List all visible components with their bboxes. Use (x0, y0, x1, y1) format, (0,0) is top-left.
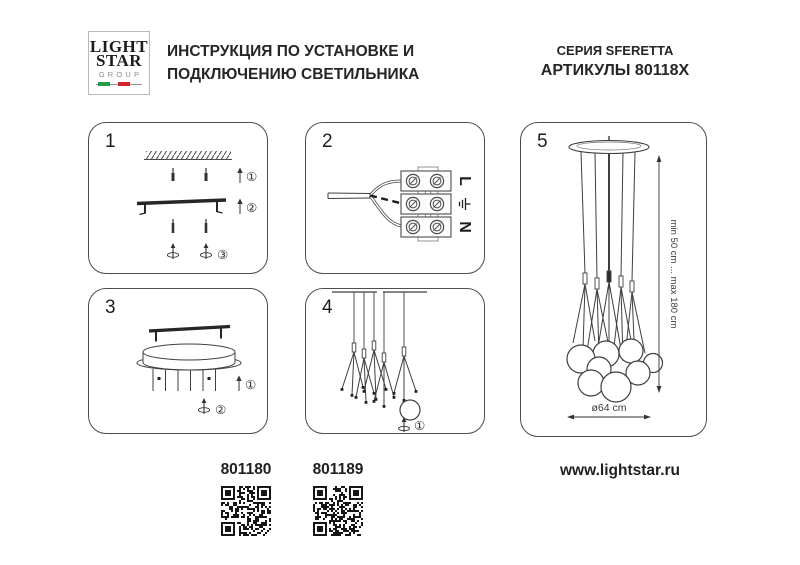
arrow-up-icon (236, 376, 241, 392)
step-panel-3 (88, 288, 268, 434)
italian-flag-bar (96, 82, 142, 87)
website-url: www.lightstar.ru (560, 462, 680, 479)
step-number-2: 2 (322, 131, 333, 152)
step4-diagram cords (306, 289, 486, 435)
qr-code-801180 (221, 486, 271, 536)
step5-diagram assembled-luminaire (521, 123, 708, 438)
logo-text-star: STAR (95, 50, 143, 70)
dowel-icon (172, 168, 208, 181)
pendant-cords (352, 292, 406, 362)
cord-grips (153, 369, 216, 391)
screwdriver-turn-icon (198, 398, 209, 414)
step1-marker-3: ③ (217, 247, 229, 262)
flag-red-segment (118, 82, 130, 86)
diameter-dimension-line (567, 415, 651, 420)
step1-diagram (89, 123, 269, 275)
article-number-2: 801189 (312, 461, 364, 478)
wire-lines (370, 181, 402, 226)
ceiling-hatch (144, 151, 232, 160)
step-number-3: 3 (105, 297, 116, 318)
pendant-cords (581, 152, 635, 292)
step2-diagram wiring (306, 123, 486, 275)
logo-text-light: LIGHT (89, 36, 149, 56)
screwdriver-turn-icon (200, 243, 211, 259)
product-info (525, 43, 705, 80)
article-number-1: 801180 (220, 461, 272, 478)
qr-code-801189 (313, 486, 363, 536)
mounting-bracket (137, 200, 226, 215)
mounting-bracket (149, 327, 230, 342)
step-panel-2 (305, 122, 485, 274)
step-panel-1 (88, 122, 268, 274)
step-number-5: 5 (537, 131, 548, 152)
supply-cable (328, 193, 370, 199)
terminal-block (401, 167, 451, 241)
glass-sphere (400, 400, 420, 420)
arrow-up-icon (237, 168, 242, 184)
articles-label: АРТИКУЛЫ 80118X (540, 62, 690, 79)
step-number-4: 4 (322, 297, 333, 318)
series-label: СЕРИЯ SFERETTA (556, 43, 674, 58)
step1-marker-1: ① (246, 169, 258, 184)
height-range-label: min 50 cm ... max 180 cm (668, 219, 679, 329)
diameter-label: ø64 cm (591, 402, 627, 414)
glass-sphere-cluster (567, 339, 663, 402)
ceiling-canopy (137, 344, 241, 370)
screw-icon (172, 219, 208, 233)
screwdriver-turn-icon (167, 243, 178, 259)
logo-text-group: GROUP (98, 69, 143, 79)
page-title-line1: ИНСТРУКЦИЯ ПО УСТАНОВКЕ И (167, 43, 415, 60)
step3-marker-2: ② (215, 402, 227, 417)
step1-marker-2: ② (246, 200, 258, 215)
terminal-label-n: N (456, 221, 473, 233)
arrow-up-icon (237, 199, 242, 215)
ground-icon (460, 198, 471, 210)
step3-marker-1: ① (245, 377, 257, 392)
terminal-label-l: L (456, 176, 473, 186)
flag-green-segment (98, 82, 110, 86)
ceiling-canopy (569, 136, 649, 154)
step3-diagram canopy-mounting (89, 289, 269, 435)
page-title-line2: ПОДКЛЮЧЕНИЮ СВЕТИЛЬНИКА (167, 66, 420, 83)
splayed-wires (341, 350, 418, 408)
step-number-1: 1 (105, 131, 116, 152)
page-title (167, 40, 467, 86)
step4-marker-1: ① (414, 418, 426, 433)
step-panel-4 (305, 288, 485, 434)
lightstar-logo (88, 31, 150, 95)
step-panel-5 (520, 122, 707, 437)
